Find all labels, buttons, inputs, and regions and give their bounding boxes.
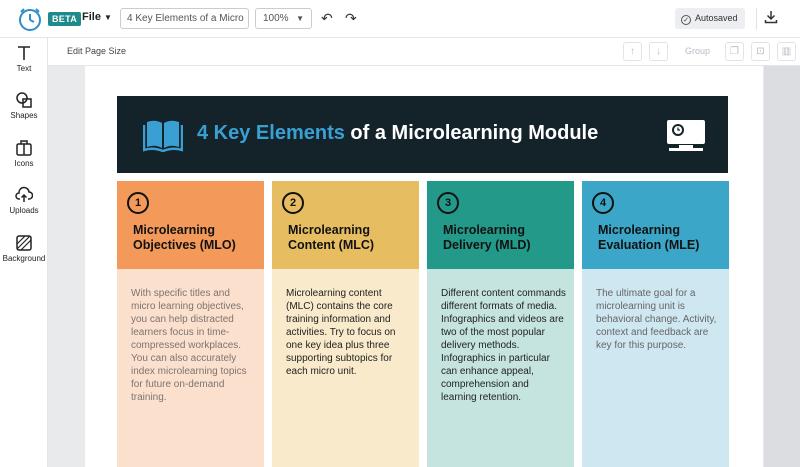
column-header[interactable] — [272, 181, 419, 269]
page-toolbar — [48, 38, 800, 66]
sidebar-item-label: Text — [16, 64, 32, 73]
zoom-select[interactable] — [255, 8, 312, 29]
column-body[interactable] — [272, 269, 419, 467]
column-title: Microlearning Evaluation (MLE) — [598, 223, 700, 252]
icons-icon — [15, 139, 33, 157]
chevron-down-icon: ▼ — [296, 14, 304, 23]
column-title: Microlearning Delivery (MLD) — [443, 223, 531, 252]
upload-icon — [15, 186, 33, 204]
logo-icon[interactable] — [18, 7, 42, 31]
step-number: 1 — [127, 192, 149, 214]
text-icon — [15, 44, 33, 62]
sidebar-item-icons[interactable] — [0, 139, 48, 168]
sidebar-item-label: Icons — [14, 159, 34, 168]
file-menu-label: File — [82, 11, 101, 23]
column-text: Different content commands different formats of media. Infographics and videos are two of the most popular delivery methods. Infographics in particular can enhance appeal, comprehension and learning retention. — [441, 288, 566, 403]
sidebar-item-background[interactable] — [0, 234, 48, 263]
infographic-column-3[interactable] — [427, 181, 574, 467]
title-accent: 4 Key Elements — [197, 122, 345, 144]
trash-icon[interactable]: ▥ — [777, 42, 796, 61]
infographic-column-2[interactable] — [272, 181, 419, 467]
column-header[interactable] — [117, 181, 264, 269]
monitor-clock-icon — [665, 118, 707, 152]
sidebar-item-label: Uploads — [9, 206, 39, 215]
sidebar-item-shapes[interactable] — [0, 91, 48, 120]
column-body[interactable] — [117, 269, 264, 467]
download-icon[interactable] — [764, 10, 778, 24]
redo-icon[interactable]: ↷ — [345, 10, 357, 26]
column-body[interactable] — [582, 269, 729, 467]
zoom-value: 100% — [263, 13, 289, 24]
step-number: 2 — [282, 192, 304, 214]
shapes-icon — [15, 91, 33, 109]
sidebar-item-text[interactable] — [0, 44, 48, 73]
book-icon — [143, 116, 183, 152]
infographic-header[interactable] — [117, 96, 728, 173]
top-bar — [0, 0, 800, 38]
chevron-down-icon: ▼ — [103, 13, 112, 22]
title-rest: of a Microlearning Module — [344, 122, 599, 144]
step-number: 4 — [592, 192, 614, 214]
column-text: With specific titles and micro learning objectives, you can help distracted learners focus in time-compressed workplaces. You can also accurately index microlearning topics for future on-demand training. — [131, 288, 247, 403]
sidebar-item-label: Shapes — [10, 111, 38, 120]
divider — [756, 8, 757, 30]
arrow-down-icon[interactable]: ↓ — [649, 42, 668, 61]
beta-badge: BETA — [48, 12, 81, 26]
autosaved-button[interactable] — [675, 8, 745, 29]
column-body[interactable] — [427, 269, 574, 467]
step-number: 3 — [437, 192, 459, 214]
column-text: Microlearning content (MLC) contains the core training information and activities. Try to focus on one key idea plus three supporting subtopics for each micro unit. — [286, 288, 396, 377]
copy-icon[interactable]: ❐ — [725, 42, 744, 61]
group-button[interactable]: Group — [685, 46, 711, 56]
background-icon — [15, 234, 33, 252]
file-menu[interactable] — [82, 11, 112, 23]
autosaved-label: Autosaved — [695, 13, 738, 23]
column-header[interactable] — [427, 181, 574, 269]
infographic-title — [197, 122, 598, 145]
infographic-column-4[interactable] — [582, 181, 729, 467]
lock-icon[interactable]: ⊡ — [751, 42, 770, 61]
infographic-column-1[interactable] — [117, 181, 264, 467]
check-circle-icon: ✓ — [681, 15, 691, 25]
edit-page-size-link[interactable]: Edit Page Size — [67, 46, 127, 56]
undo-icon[interactable]: ↶ — [321, 10, 333, 26]
column-header[interactable] — [582, 181, 729, 269]
column-text: The ultimate goal for a microlearning unit is behavioral change. Activity, context and feedback are key for this purpose. — [596, 288, 717, 351]
scrollbar[interactable] — [764, 66, 800, 467]
column-title: Microlearning Content (MLC) — [288, 223, 375, 252]
document-title-input[interactable]: 4 Key Elements of a Micro — [120, 8, 249, 29]
arrow-up-icon[interactable]: ↑ — [623, 42, 642, 61]
column-title: Microlearning Objectives (MLO) — [133, 223, 236, 252]
sidebar-item-uploads[interactable] — [0, 186, 48, 215]
sidebar-item-label: Background — [2, 254, 46, 263]
sidebar — [0, 38, 48, 467]
